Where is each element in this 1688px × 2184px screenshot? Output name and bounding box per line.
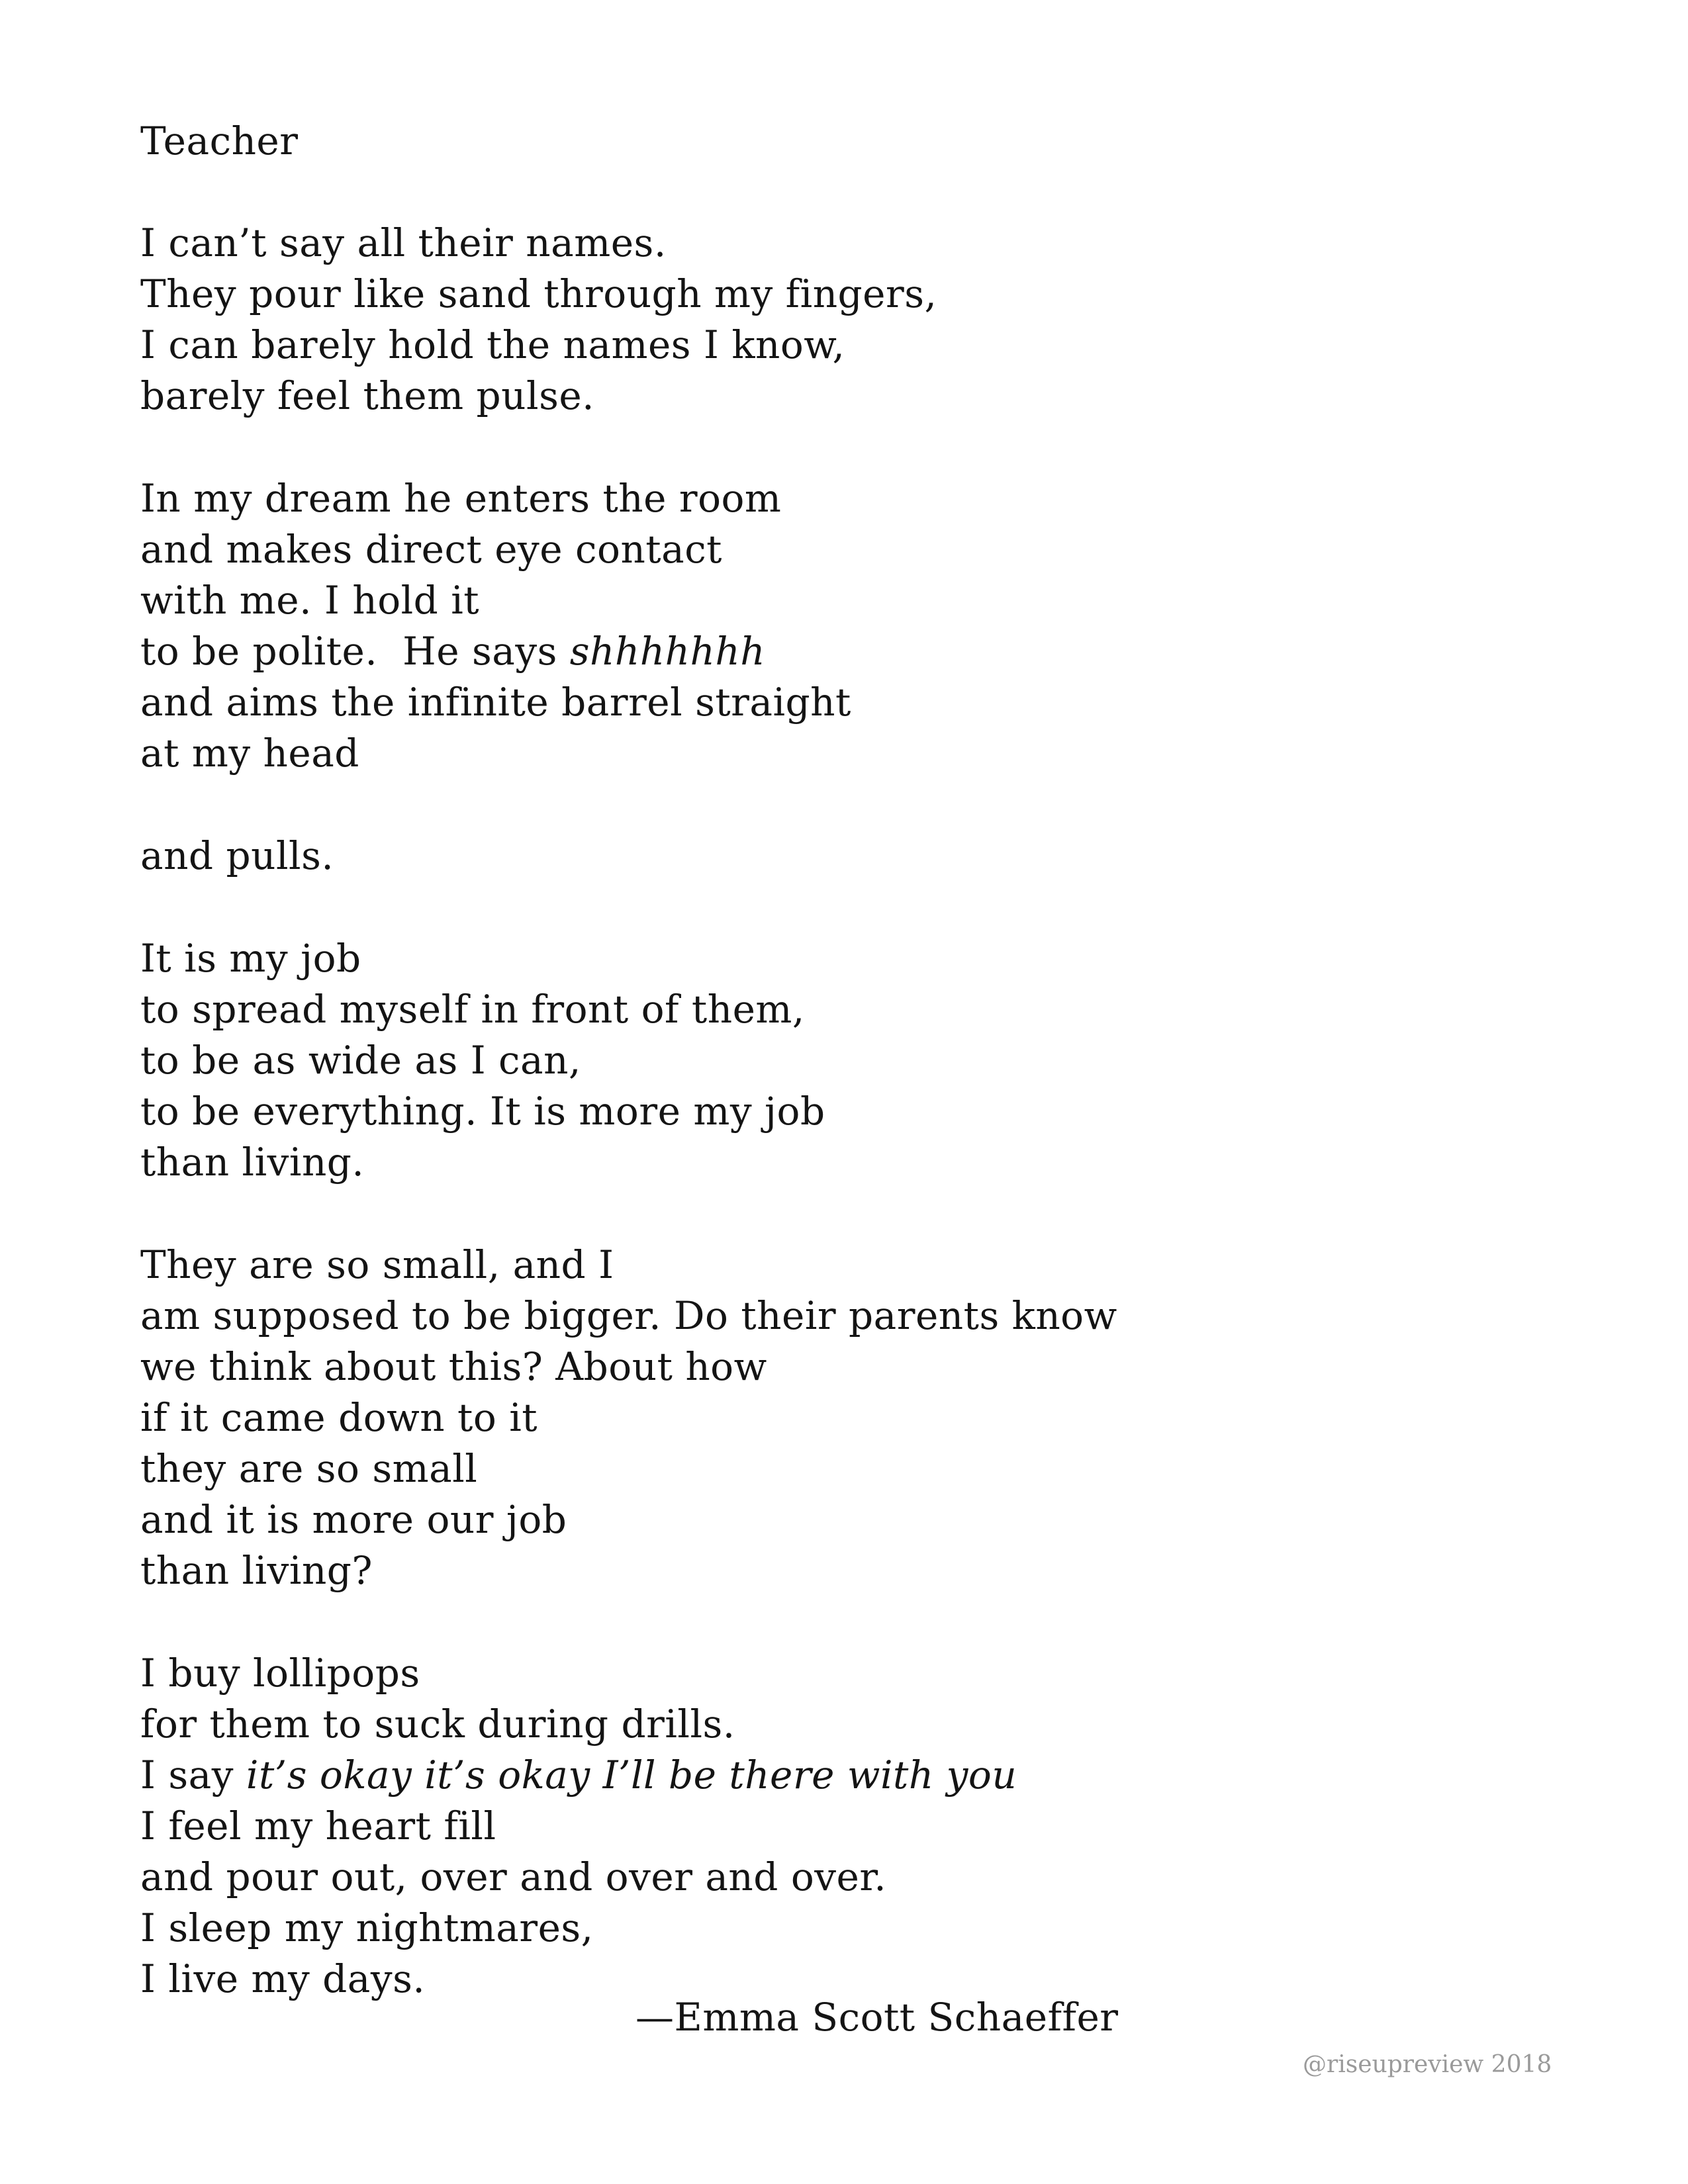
poem-line: I can’t say all their names. (140, 220, 667, 265)
poem-line: to spread myself in front of them, (140, 987, 805, 1032)
poem-line: we think about this? About how (140, 1344, 767, 1389)
poem-line: am supposed to be bigger. Do their parents know (140, 1293, 1117, 1338)
stanza-6 (140, 1648, 1464, 2005)
poem-line: than living. (140, 1140, 365, 1185)
poem-line: than living? (140, 1548, 373, 1593)
poem-line: It is my job (140, 936, 361, 981)
poem-line: and pour out, over and over and over. (140, 1854, 887, 1899)
poem-line-italic: shhhhhhh (569, 629, 766, 674)
poem-line: at my head (140, 731, 359, 776)
poem-line: with me. I hold it (140, 578, 480, 623)
poem-line: barely feel them pulse. (140, 373, 595, 418)
poem-line (140, 626, 1464, 677)
stanza-2 (140, 473, 1464, 779)
poem-line: They pour like sand through my fingers, (140, 271, 937, 316)
stanza-5 (140, 1240, 1464, 1596)
stanza-4 (140, 933, 1464, 1188)
poem-line: to be as wide as I can, (140, 1038, 581, 1083)
poem-line: and aims the infinite barrel straight (140, 680, 851, 725)
poem-line: They are so small, and I (140, 1242, 614, 1287)
poem-line: and pulls. (140, 833, 334, 878)
poem-line: I live my days. (140, 1956, 426, 2001)
stanza-3 (140, 831, 1464, 882)
copyright-credit: @riseupreview 2018 (1303, 2051, 1552, 2078)
stanza-1 (140, 218, 1464, 422)
poem-line-text: to be polite. He says (140, 629, 570, 674)
poem-line: to be everything. It is more my job (140, 1089, 825, 1134)
poem-line: I buy lollipops (140, 1651, 420, 1696)
poem-title: Teacher (140, 118, 299, 163)
poem-line: In my dream he enters the room (140, 476, 782, 521)
poem (140, 116, 1464, 2005)
poem-line: I sleep my nightmares, (140, 1905, 594, 1950)
poem-line: and it is more our job (140, 1497, 567, 1542)
poem-line (140, 1750, 1464, 1801)
poem-line: for them to suck during drills. (140, 1702, 735, 1747)
poem-line: I feel my heart fill (140, 1803, 496, 1848)
poem-line-text: I say (140, 1752, 246, 1797)
author-attribution: —Emma Scott Schaeffer (635, 1995, 1119, 2040)
poem-line: if it came down to it (140, 1395, 538, 1440)
poem-line: and makes direct eye contact (140, 527, 722, 572)
poem-line: they are so small (140, 1446, 478, 1491)
poem-line: I can barely hold the names I know, (140, 322, 845, 367)
poem-line-italic: it’s okay it’s okay I’ll be there with you (246, 1752, 1017, 1797)
